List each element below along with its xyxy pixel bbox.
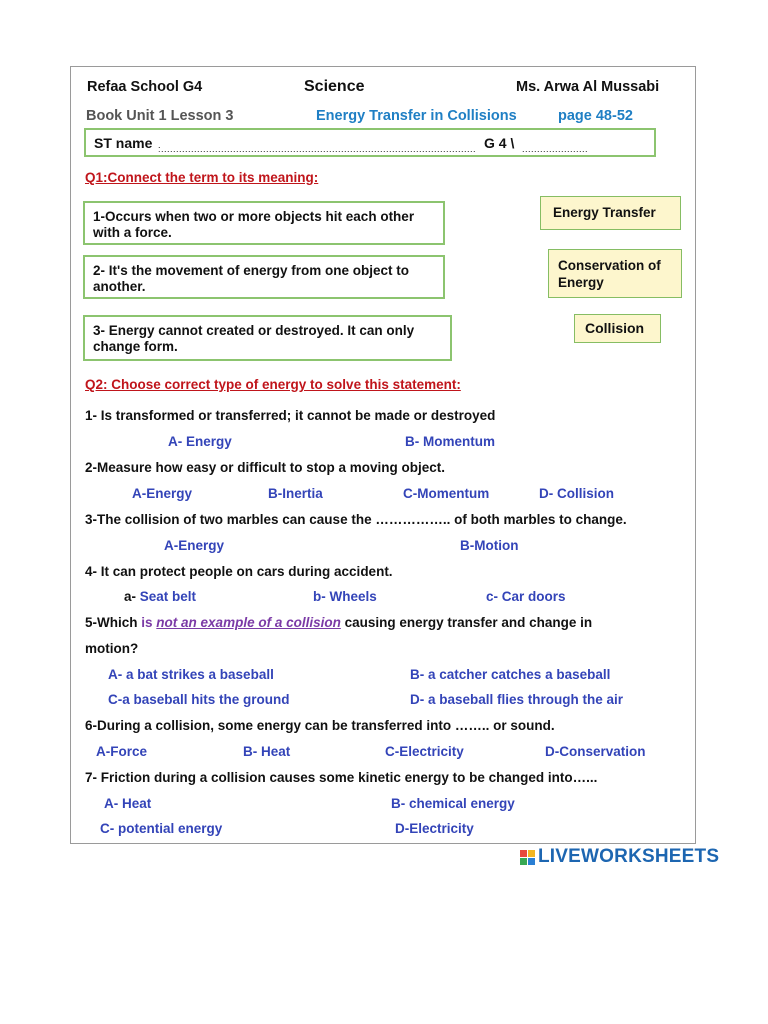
q6-option-a[interactable]: A-Force xyxy=(96,744,148,759)
q5-option-a[interactable]: A- a bat strikes a baseball xyxy=(108,667,274,682)
term-energy-transfer[interactable]: Energy Transfer xyxy=(540,196,681,230)
grade-field[interactable]: ...................... xyxy=(522,144,589,154)
question-3: 3-The collision of two marbles can cause the …………….. of both marbles to change. xyxy=(85,512,627,527)
logo-tile-l xyxy=(520,850,527,857)
question-1: 1- Is transformed or transferred; it cannot be made or destroyed xyxy=(85,408,496,423)
q1-title: Q1:Connect the term to its meaning: xyxy=(85,170,319,185)
student-info-box xyxy=(84,128,656,157)
q5-option-b[interactable]: B- a catcher catches a baseball xyxy=(410,667,611,682)
q3-option-b[interactable]: B-Motion xyxy=(460,538,519,553)
q2-title: Q2: Choose correct type of energy to solve this statement: xyxy=(85,377,461,392)
question-7: 7- Friction during a collision causes some kinetic energy to be changed into…... xyxy=(85,770,598,785)
q4-option-a: Seat belt xyxy=(139,589,197,604)
school-name: Refaa School G4 xyxy=(87,79,203,95)
q2-option-a[interactable]: A-Energy xyxy=(132,486,193,501)
q2-option-c[interactable]: C-Momentum xyxy=(403,486,490,501)
q5-option-d[interactable]: D- a baseball flies through the air xyxy=(410,692,624,707)
question-5-start: 5-Which xyxy=(85,615,138,630)
term-collision[interactable]: Collision xyxy=(574,314,661,343)
definition-3[interactable]: 3- Energy cannot created or destroyed. It can only change form. xyxy=(83,315,452,361)
q2-option-d[interactable]: D- Collision xyxy=(539,486,614,501)
q4-option-b[interactable]: b- Wheels xyxy=(313,589,377,604)
question-5-is: is xyxy=(141,615,153,630)
subject-title: Science xyxy=(304,78,365,95)
definition-2[interactable]: 2- It's the movement of energy from one object to another. xyxy=(83,255,445,299)
q4-option-a-wrap[interactable] xyxy=(124,589,196,604)
question-5 xyxy=(85,615,592,630)
book-unit: Book Unit 1 Lesson 3 xyxy=(86,108,234,124)
q7-option-b[interactable]: B- chemical energy xyxy=(391,796,515,811)
q4-option-c[interactable]: c- Car doors xyxy=(486,589,566,604)
logo-tile-i xyxy=(528,850,535,857)
q7-option-d[interactable]: D-Electricity xyxy=(395,821,474,836)
logo-tile-v xyxy=(520,858,527,865)
q7-option-c[interactable]: C- potential energy xyxy=(100,821,223,836)
q6-option-c[interactable]: C-Electricity xyxy=(385,744,464,759)
liveworksheets-logo[interactable] xyxy=(520,846,719,868)
q4-option-a-letter: a- xyxy=(124,589,140,604)
definition-1[interactable]: 1-Occurs when two or more objects hit each other with a force. xyxy=(83,201,445,245)
q6-option-d[interactable]: D-Conservation xyxy=(545,744,646,759)
term-conservation-of-energy[interactable] xyxy=(548,249,682,298)
question-4: 4- It can protect people on cars during accident. xyxy=(85,564,393,579)
page-range: page 48-52 xyxy=(558,108,633,124)
lesson-title: Energy Transfer in Collisions xyxy=(316,108,517,124)
logo-tile-e xyxy=(528,858,535,865)
question-5-end: causing energy transfer and change in xyxy=(344,615,593,630)
q1-option-a[interactable]: A- Energy xyxy=(168,434,232,449)
q3-option-a[interactable]: A-Energy xyxy=(164,538,225,553)
term-conservation-label: Conservation of Energy xyxy=(558,258,661,290)
liveworksheets-wordmark: LIVEWORKSHEETS xyxy=(538,846,720,867)
student-name-label: ST name xyxy=(94,135,153,151)
q1-option-b[interactable]: B- Momentum xyxy=(405,434,495,449)
q5-option-c[interactable]: C-a baseball hits the ground xyxy=(108,692,290,707)
question-2: 2-Measure how easy or difficult to stop a moving object. xyxy=(85,460,446,475)
teacher-name: Ms. Arwa Al Mussabi xyxy=(516,79,660,95)
question-5-emphasis: not an example of a collision xyxy=(156,615,341,630)
question-5-line2: motion? xyxy=(85,641,139,656)
question-6: 6-During a collision, some energy can be transferred into …….. or sound. xyxy=(85,718,555,733)
grade-label: G 4 \ xyxy=(484,135,515,151)
q2-option-b[interactable]: B-Inertia xyxy=(268,486,323,501)
liveworksheets-icon xyxy=(520,850,535,865)
q6-option-b[interactable]: B- Heat xyxy=(243,744,291,759)
student-name-field[interactable]: :......................................................................................................... xyxy=(158,144,477,154)
q7-option-a[interactable]: A- Heat xyxy=(104,796,152,811)
